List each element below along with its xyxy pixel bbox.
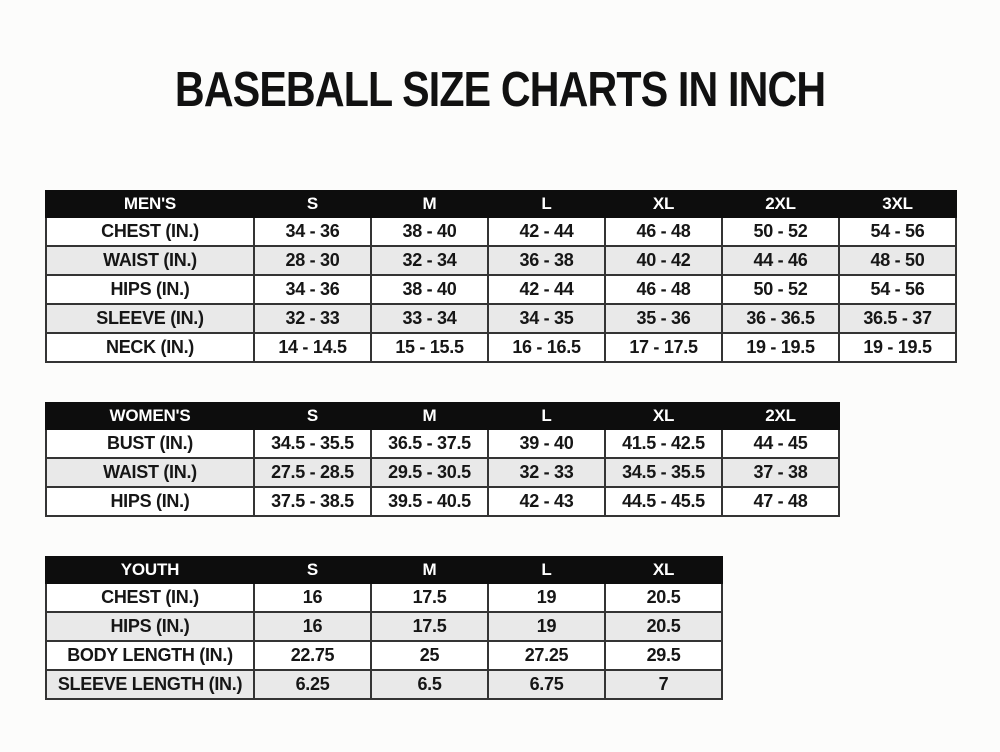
womens-size-column-header: XL bbox=[605, 403, 722, 429]
size-value-cell: 7 bbox=[605, 670, 722, 699]
womens-size-column-header: L bbox=[488, 403, 605, 429]
size-value-cell: 17.5 bbox=[371, 583, 488, 612]
table-row bbox=[46, 487, 839, 516]
size-value-cell: 22.75 bbox=[254, 641, 371, 670]
table-row bbox=[46, 275, 956, 304]
size-value-cell: 34 - 35 bbox=[488, 304, 605, 333]
youth-size-column-header: XL bbox=[605, 557, 722, 583]
size-value-cell: 34 - 36 bbox=[254, 217, 371, 246]
size-value-cell: 19 - 19.5 bbox=[722, 333, 839, 362]
youth-size-column-header: M bbox=[371, 557, 488, 583]
page-title-text: BASEBALL SIZE CHARTS IN INCH bbox=[174, 63, 826, 117]
youth-group-label: YOUTH bbox=[46, 557, 254, 583]
size-value-cell: 35 - 36 bbox=[605, 304, 722, 333]
size-value-cell: 38 - 40 bbox=[371, 217, 488, 246]
youth-size-column-header: L bbox=[488, 557, 605, 583]
size-value-cell: 32 - 33 bbox=[254, 304, 371, 333]
womens-size-table bbox=[45, 402, 840, 517]
womens-group-label: WOMEN'S bbox=[46, 403, 254, 429]
table-row bbox=[46, 429, 839, 458]
size-value-cell: 6.75 bbox=[488, 670, 605, 699]
page-title bbox=[0, 62, 1000, 118]
size-value-cell: 48 - 50 bbox=[839, 246, 956, 275]
size-value-cell: 19 - 19.5 bbox=[839, 333, 956, 362]
womens-size-column-header: 2XL bbox=[722, 403, 839, 429]
womens-header-row bbox=[46, 403, 839, 429]
size-value-cell: 37 - 38 bbox=[722, 458, 839, 487]
measurement-row-label: BUST (IN.) bbox=[46, 429, 254, 458]
mens-size-column-header: 3XL bbox=[839, 191, 956, 217]
mens-size-column-header: S bbox=[254, 191, 371, 217]
size-value-cell: 34.5 - 35.5 bbox=[254, 429, 371, 458]
size-value-cell: 38 - 40 bbox=[371, 275, 488, 304]
size-value-cell: 34.5 - 35.5 bbox=[605, 458, 722, 487]
size-value-cell: 44 - 46 bbox=[722, 246, 839, 275]
youth-header-row bbox=[46, 557, 722, 583]
size-value-cell: 47 - 48 bbox=[722, 487, 839, 516]
size-value-cell: 14 - 14.5 bbox=[254, 333, 371, 362]
mens-size-column-header: 2XL bbox=[722, 191, 839, 217]
mens-size-column-header: XL bbox=[605, 191, 722, 217]
mens-size-column-header: M bbox=[371, 191, 488, 217]
womens-size-table-section bbox=[45, 402, 840, 517]
mens-header-row bbox=[46, 191, 956, 217]
size-value-cell: 36.5 - 37 bbox=[839, 304, 956, 333]
table-row bbox=[46, 670, 722, 699]
size-value-cell: 39.5 - 40.5 bbox=[371, 487, 488, 516]
youth-size-table-section bbox=[45, 556, 723, 700]
size-value-cell: 20.5 bbox=[605, 612, 722, 641]
size-value-cell: 46 - 48 bbox=[605, 275, 722, 304]
measurement-row-label: WAIST (IN.) bbox=[46, 246, 254, 275]
measurement-row-label: HIPS (IN.) bbox=[46, 275, 254, 304]
size-value-cell: 50 - 52 bbox=[722, 275, 839, 304]
size-value-cell: 29.5 - 30.5 bbox=[371, 458, 488, 487]
size-value-cell: 33 - 34 bbox=[371, 304, 488, 333]
measurement-row-label: SLEEVE (IN.) bbox=[46, 304, 254, 333]
size-value-cell: 41.5 - 42.5 bbox=[605, 429, 722, 458]
womens-size-column-header: M bbox=[371, 403, 488, 429]
size-value-cell: 44 - 45 bbox=[722, 429, 839, 458]
measurement-row-label: HIPS (IN.) bbox=[46, 487, 254, 516]
size-value-cell: 25 bbox=[371, 641, 488, 670]
mens-size-column-header: L bbox=[488, 191, 605, 217]
size-value-cell: 20.5 bbox=[605, 583, 722, 612]
size-value-cell: 54 - 56 bbox=[839, 275, 956, 304]
youth-size-table bbox=[45, 556, 723, 700]
size-value-cell: 32 - 33 bbox=[488, 458, 605, 487]
table-row bbox=[46, 217, 956, 246]
mens-size-table bbox=[45, 190, 957, 363]
size-value-cell: 34 - 36 bbox=[254, 275, 371, 304]
size-value-cell: 39 - 40 bbox=[488, 429, 605, 458]
size-value-cell: 17 - 17.5 bbox=[605, 333, 722, 362]
size-value-cell: 17.5 bbox=[371, 612, 488, 641]
size-value-cell: 27.5 - 28.5 bbox=[254, 458, 371, 487]
size-value-cell: 29.5 bbox=[605, 641, 722, 670]
size-value-cell: 42 - 43 bbox=[488, 487, 605, 516]
size-value-cell: 16 bbox=[254, 583, 371, 612]
size-value-cell: 40 - 42 bbox=[605, 246, 722, 275]
size-value-cell: 42 - 44 bbox=[488, 275, 605, 304]
mens-group-label: MEN'S bbox=[46, 191, 254, 217]
size-value-cell: 54 - 56 bbox=[839, 217, 956, 246]
size-value-cell: 19 bbox=[488, 583, 605, 612]
size-value-cell: 15 - 15.5 bbox=[371, 333, 488, 362]
measurement-row-label: WAIST (IN.) bbox=[46, 458, 254, 487]
table-row bbox=[46, 583, 722, 612]
table-row bbox=[46, 333, 956, 362]
measurement-row-label: CHEST (IN.) bbox=[46, 583, 254, 612]
measurement-row-label: BODY LENGTH (IN.) bbox=[46, 641, 254, 670]
size-value-cell: 28 - 30 bbox=[254, 246, 371, 275]
table-row bbox=[46, 612, 722, 641]
womens-size-column-header: S bbox=[254, 403, 371, 429]
measurement-row-label: HIPS (IN.) bbox=[46, 612, 254, 641]
size-value-cell: 16 bbox=[254, 612, 371, 641]
size-value-cell: 36.5 - 37.5 bbox=[371, 429, 488, 458]
table-row bbox=[46, 641, 722, 670]
table-row bbox=[46, 458, 839, 487]
size-value-cell: 37.5 - 38.5 bbox=[254, 487, 371, 516]
size-value-cell: 27.25 bbox=[488, 641, 605, 670]
size-value-cell: 19 bbox=[488, 612, 605, 641]
table-row bbox=[46, 304, 956, 333]
size-value-cell: 44.5 - 45.5 bbox=[605, 487, 722, 516]
measurement-row-label: NECK (IN.) bbox=[46, 333, 254, 362]
size-value-cell: 6.25 bbox=[254, 670, 371, 699]
size-value-cell: 16 - 16.5 bbox=[488, 333, 605, 362]
size-value-cell: 42 - 44 bbox=[488, 217, 605, 246]
youth-size-column-header: S bbox=[254, 557, 371, 583]
size-value-cell: 32 - 34 bbox=[371, 246, 488, 275]
size-value-cell: 46 - 48 bbox=[605, 217, 722, 246]
size-value-cell: 6.5 bbox=[371, 670, 488, 699]
size-value-cell: 50 - 52 bbox=[722, 217, 839, 246]
measurement-row-label: SLEEVE LENGTH (IN.) bbox=[46, 670, 254, 699]
table-row bbox=[46, 246, 956, 275]
measurement-row-label: CHEST (IN.) bbox=[46, 217, 254, 246]
size-value-cell: 36 - 36.5 bbox=[722, 304, 839, 333]
size-value-cell: 36 - 38 bbox=[488, 246, 605, 275]
mens-size-table-section bbox=[45, 190, 957, 363]
